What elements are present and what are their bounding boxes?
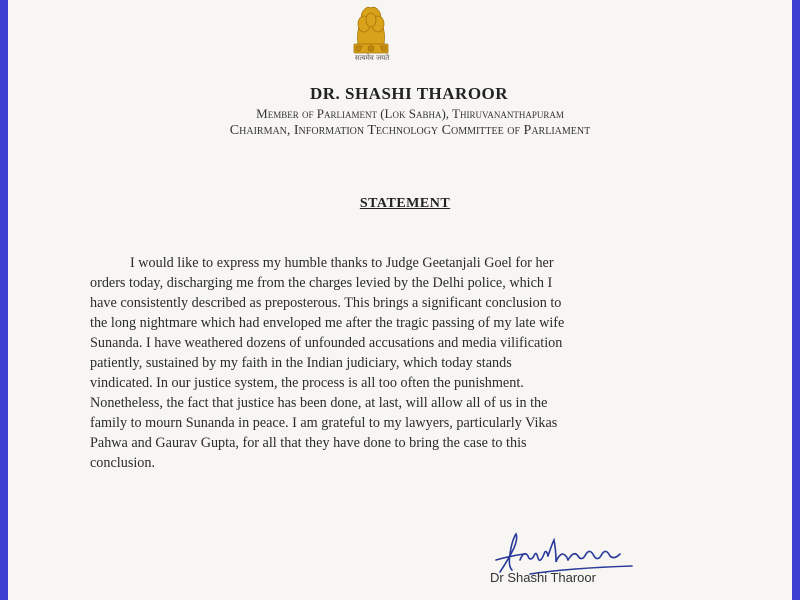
- emblem-motto: सत्यमेव जयते: [354, 54, 390, 62]
- statement-line: the long nightmare which had enveloped me after the tragic passing of my late wife: [90, 315, 565, 331]
- statement-line: Nonetheless, the fact that justice has been done, at last, will allow all of us in the: [90, 395, 548, 411]
- national-emblem-icon: [336, 0, 406, 62]
- letterhead-role-2: Chairman, Information Technology Committee of Parliament: [229, 123, 591, 138]
- statement-line: orders today, discharging me from the charges levied by the Delhi police, which I: [90, 275, 553, 291]
- letterhead-name: DR. SHASHI THAROOR: [309, 84, 509, 103]
- statement-line: vindicated. In our justice system, the process is all too often the punishment.: [90, 375, 524, 391]
- document-page: [8, 0, 792, 600]
- statement-line: have consistently described as preposterous. This brings a significant conclusion to: [90, 295, 562, 311]
- statement-line: I would like to express my humble thanks to Judge Geetanjali Goel for her: [130, 255, 554, 271]
- letterhead-role-1: Member of Parliament (Lok Sabha), Thiruvananthapuram: [256, 106, 564, 121]
- signatory-name: Dr Shashi Tharoor: [490, 570, 596, 585]
- statement-heading: STATEMENT: [359, 196, 451, 211]
- statement-line: Sunanda. I have weathered dozens of unfounded accusations and media vilification: [90, 335, 563, 351]
- statement-line: Pahwa and Gaurav Gupta, for all that they have done to bring the case to this: [90, 435, 527, 451]
- statement-line: conclusion.: [90, 455, 156, 471]
- statement-line: patiently, sustained by my faith in the Indian judiciary, which today stands: [90, 355, 512, 371]
- statement-line: family to mourn Sunanda in peace. I am grateful to my lawyers, particularly Vikas: [90, 415, 558, 431]
